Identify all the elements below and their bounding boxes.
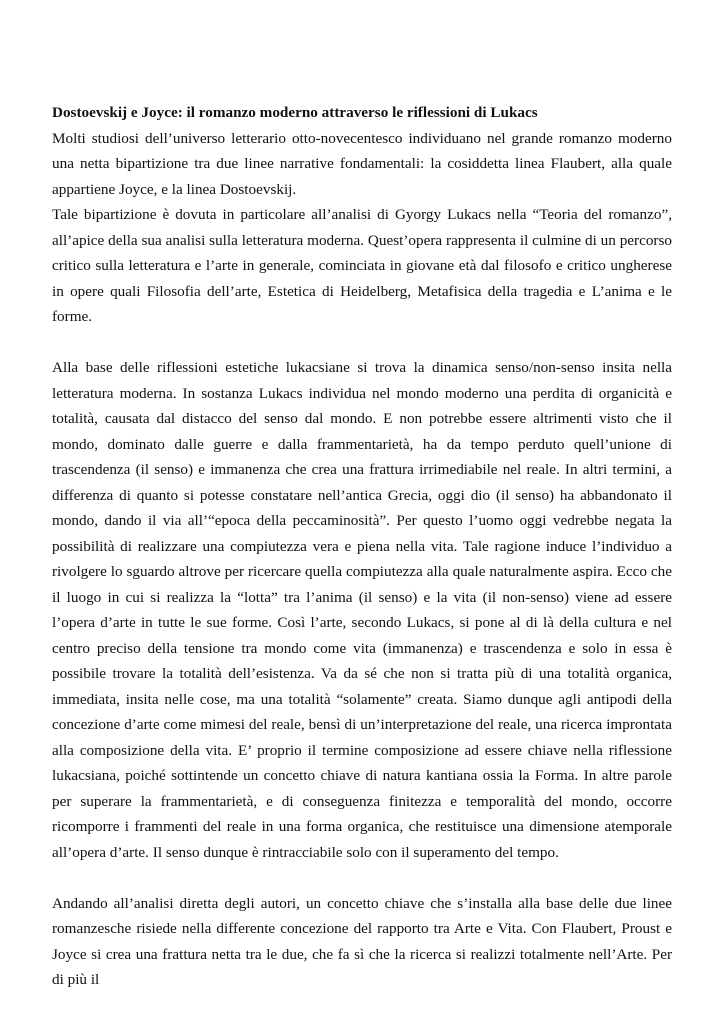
paragraph-spacer [52,865,672,891]
paragraph-spacer [52,330,672,356]
paragraph-authors: Andando all’analisi diretta degli autori, un concetto chiave che s’installa alla base delle due linee romanzesche risiede nella differente concezione del rapporto tra Arte e Vita. Con Flaubert, Proust e Joyce si crea una frattura netta tra le due, che fa sì che la ricerca si realizzi totalmente nell’Arte. Per di più il [52,894,672,988]
document-page [52,100,672,993]
paragraph-aesthetics: Alla base delle riflessioni estetiche lukacsiane si trova la dinamica senso/non-senso insita nella letteratura moderna. In sostanza Lukacs individua nel mondo moderno una perdita di organicità e totalità, causata dal distacco del senso dal mondo. E non potrebbe essere altrimenti visto che il mondo, dominato dalle guerre e dalla frammentarietà, ha da tempo perduto quell’unione di trascendenza (il senso) e immanenza che crea una frattura irrimediabile nel reale. In altri termini, a differenza di quanto si potesse constatare nell’antica Grecia, oggi dio (il senso) ha abbandonato il mondo, dando il via all’“epoca della peccaminosità”. Per questo l’uomo oggi vedrebbe negata la possibilità di realizzare una compiutezza vera e piena nella vita. Tale ragione induce l’individuo a rivolgere lo sguardo altrove per ricercare quella compiutezza alla quale naturalmente aspira. Ecco che il luogo in cui si realizza la “lotta” tra l’anima (il senso) e la vita (il non-senso) viene ad essere l’opera d’arte in tutte le sue forme. Così l’arte, secondo Lukacs, si pone al di là della cultura e nel centro preciso della tensione tra mondo come vita (immanenza) e trascendenza e solo in essa è possibile trovare la totalità dell’esistenza. Va da sé che non si tratta più di una totalità organica, immediata, insita nelle cose, ma una totalità “solamente” creata. Siamo dunque agli antipodi della concezione d’arte come mimesi del reale, bensì di un’interpretazione del reale, una ricerca improntata alla composizione della vita. E’ proprio il termine composizione ad essere chiave nella riflessione lukacsiana, poiché sottintende un concetto chiave di natura kantiana ossia la Forma. In altre parole per superare la frammentarietà, e di conseguenza finitezza e temporalità del mondo, occorre ricomporre i frammenti del reale in una forma organica, che restituisce una dimensione atemporale all’opera d’arte. Il senso dunque è rintracciabile solo con il superamento del tempo. [52,359,672,861]
paragraph-intro: Molti studiosi dell’universo letterario otto-novecentesco individuano nel grande romanzo moderno una netta bipartizione tra due linee narrative fondamentali: la cosiddetta linea Flaubert, alla quale appartiene Joyce, e la linea Dostoevskij. [52,129,672,198]
document-title: Dostoevskij e Joyce: il romanzo moderno attraverso le riflessioni di Lukacs [52,104,538,121]
paragraph-bipartition: Tale bipartizione è dovuta in particolare all’analisi di Gyorgy Lukacs nella “Teoria del romanzo”, all’apice della sua analisi sulla letteratura moderna. Quest’opera rappresenta il culmine di un percorso critico sulla letteratura e l’arte in generale, cominciata in giovane età dal filosofo e critico ungherese in opere quali Filosofia dell’arte, Estetica di Heidelberg, Metafisica della tragedia e L’anima e le forme. [52,206,672,325]
